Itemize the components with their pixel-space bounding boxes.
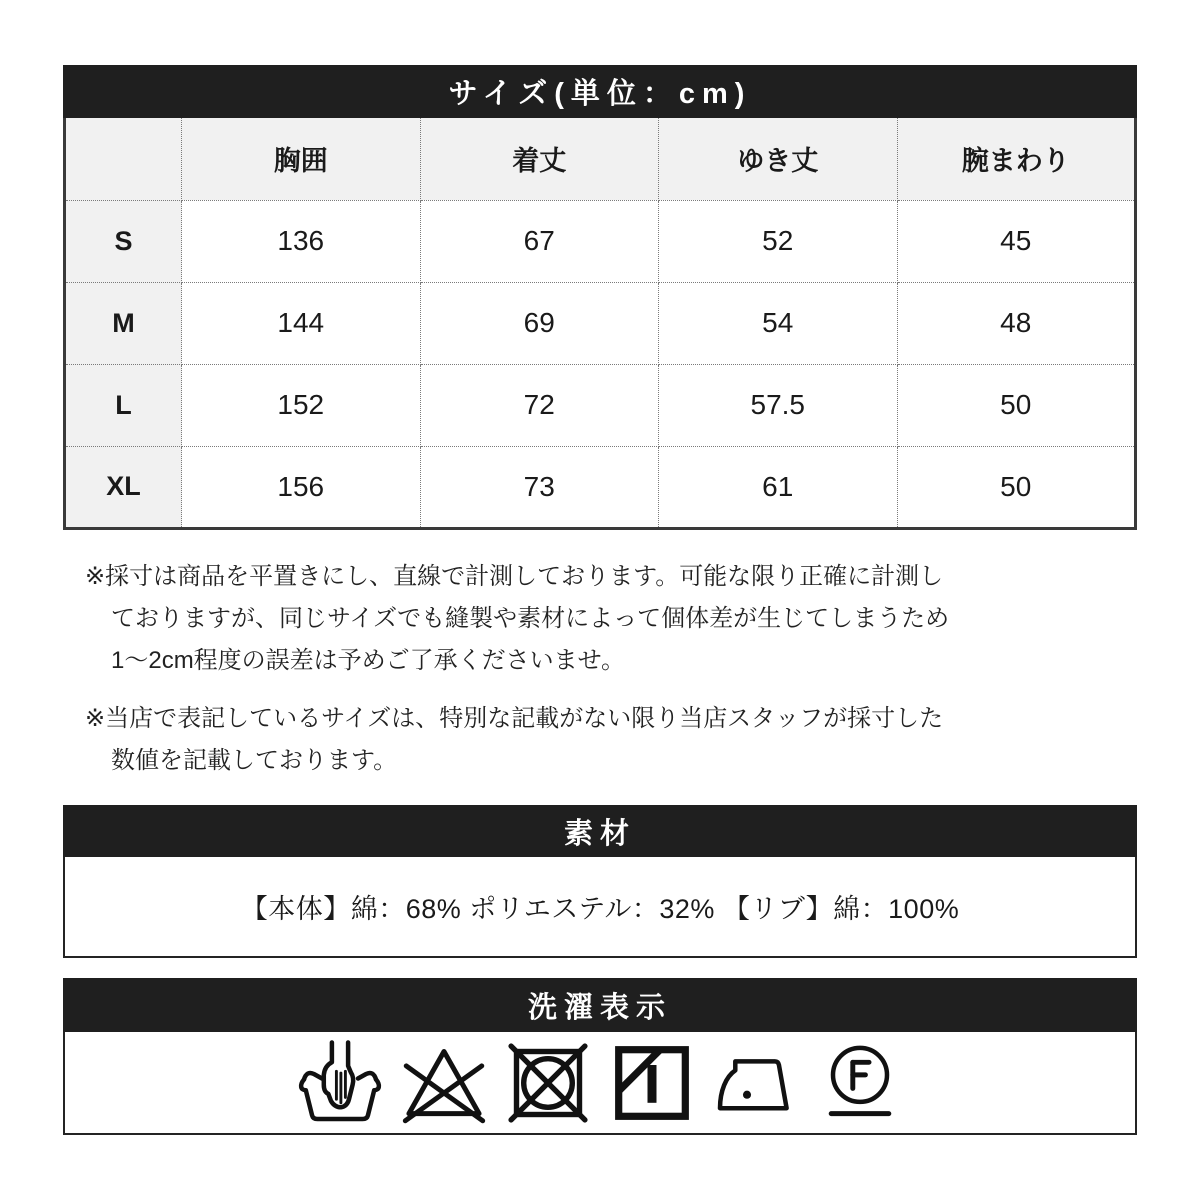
corner-cell bbox=[65, 118, 182, 200]
hang-dry-in-shade-icon bbox=[607, 1038, 697, 1128]
staff-measured-note bbox=[63, 698, 1137, 782]
hand-wash-icon bbox=[295, 1038, 385, 1128]
value-cell: 61 bbox=[659, 446, 898, 528]
washing-title: 洗濯表示 bbox=[63, 978, 1137, 1032]
washing-section bbox=[63, 978, 1137, 1135]
value-cell: 152 bbox=[182, 364, 421, 446]
col-header-sleeve: ゆき丈 bbox=[659, 118, 898, 200]
note-line: ※当店で表記しているサイズは、特別な記載がない限り当店スタッフが採寸した bbox=[85, 705, 944, 732]
size-table-header-row bbox=[65, 118, 1136, 200]
material-section bbox=[63, 805, 1137, 958]
value-cell: 67 bbox=[420, 200, 659, 282]
value-cell: 73 bbox=[420, 446, 659, 528]
col-header-chest: 胸囲 bbox=[182, 118, 421, 200]
do-not-bleach-icon bbox=[399, 1038, 489, 1128]
laundry-icons-row bbox=[63, 1032, 1137, 1135]
size-label-m: M bbox=[65, 282, 182, 364]
table-row-s bbox=[65, 200, 1136, 282]
note-line: 数値を記載しております。 bbox=[111, 747, 398, 774]
table-row-l bbox=[65, 364, 1136, 446]
iron-low-heat-icon bbox=[711, 1038, 801, 1128]
material-title: 素材 bbox=[63, 805, 1137, 857]
do-not-tumble-dry-icon bbox=[503, 1038, 593, 1128]
size-label-xl: XL bbox=[65, 446, 182, 528]
measurement-note bbox=[63, 556, 1137, 682]
col-header-arm: 腕まわり bbox=[897, 118, 1136, 200]
value-cell: 45 bbox=[897, 200, 1136, 282]
col-header-length: 着丈 bbox=[420, 118, 659, 200]
value-cell: 57.5 bbox=[659, 364, 898, 446]
value-cell: 48 bbox=[897, 282, 1136, 364]
value-cell: 156 bbox=[182, 446, 421, 528]
size-table-title: サイズ(単位：cm) bbox=[63, 65, 1137, 118]
value-cell: 69 bbox=[420, 282, 659, 364]
size-table-section bbox=[63, 65, 1137, 530]
value-cell: 50 bbox=[897, 364, 1136, 446]
value-cell: 136 bbox=[182, 200, 421, 282]
table-row-xl bbox=[65, 446, 1136, 528]
value-cell: 144 bbox=[182, 282, 421, 364]
size-label-l: L bbox=[65, 364, 182, 446]
size-table bbox=[63, 118, 1137, 530]
note-line: ※採寸は商品を平置きにし、直線で計測しております。可能な限り正確に計測し bbox=[85, 563, 944, 590]
note-line: ておりますが、同じサイズでも縫製や素材によって個体差が生じてしまうため bbox=[111, 605, 950, 632]
table-row-m bbox=[65, 282, 1136, 364]
size-label-s: S bbox=[65, 200, 182, 282]
dry-clean-petroleum-mild-icon bbox=[815, 1038, 905, 1128]
value-cell: 54 bbox=[659, 282, 898, 364]
value-cell: 72 bbox=[420, 364, 659, 446]
value-cell: 52 bbox=[659, 200, 898, 282]
material-composition: 【本体】綿：68% ポリエステル：32% 【リブ】綿：100% bbox=[63, 857, 1137, 958]
value-cell: 50 bbox=[897, 446, 1136, 528]
note-line: 1〜2cm程度の誤差は予めご了承くださいませ。 bbox=[111, 647, 625, 674]
